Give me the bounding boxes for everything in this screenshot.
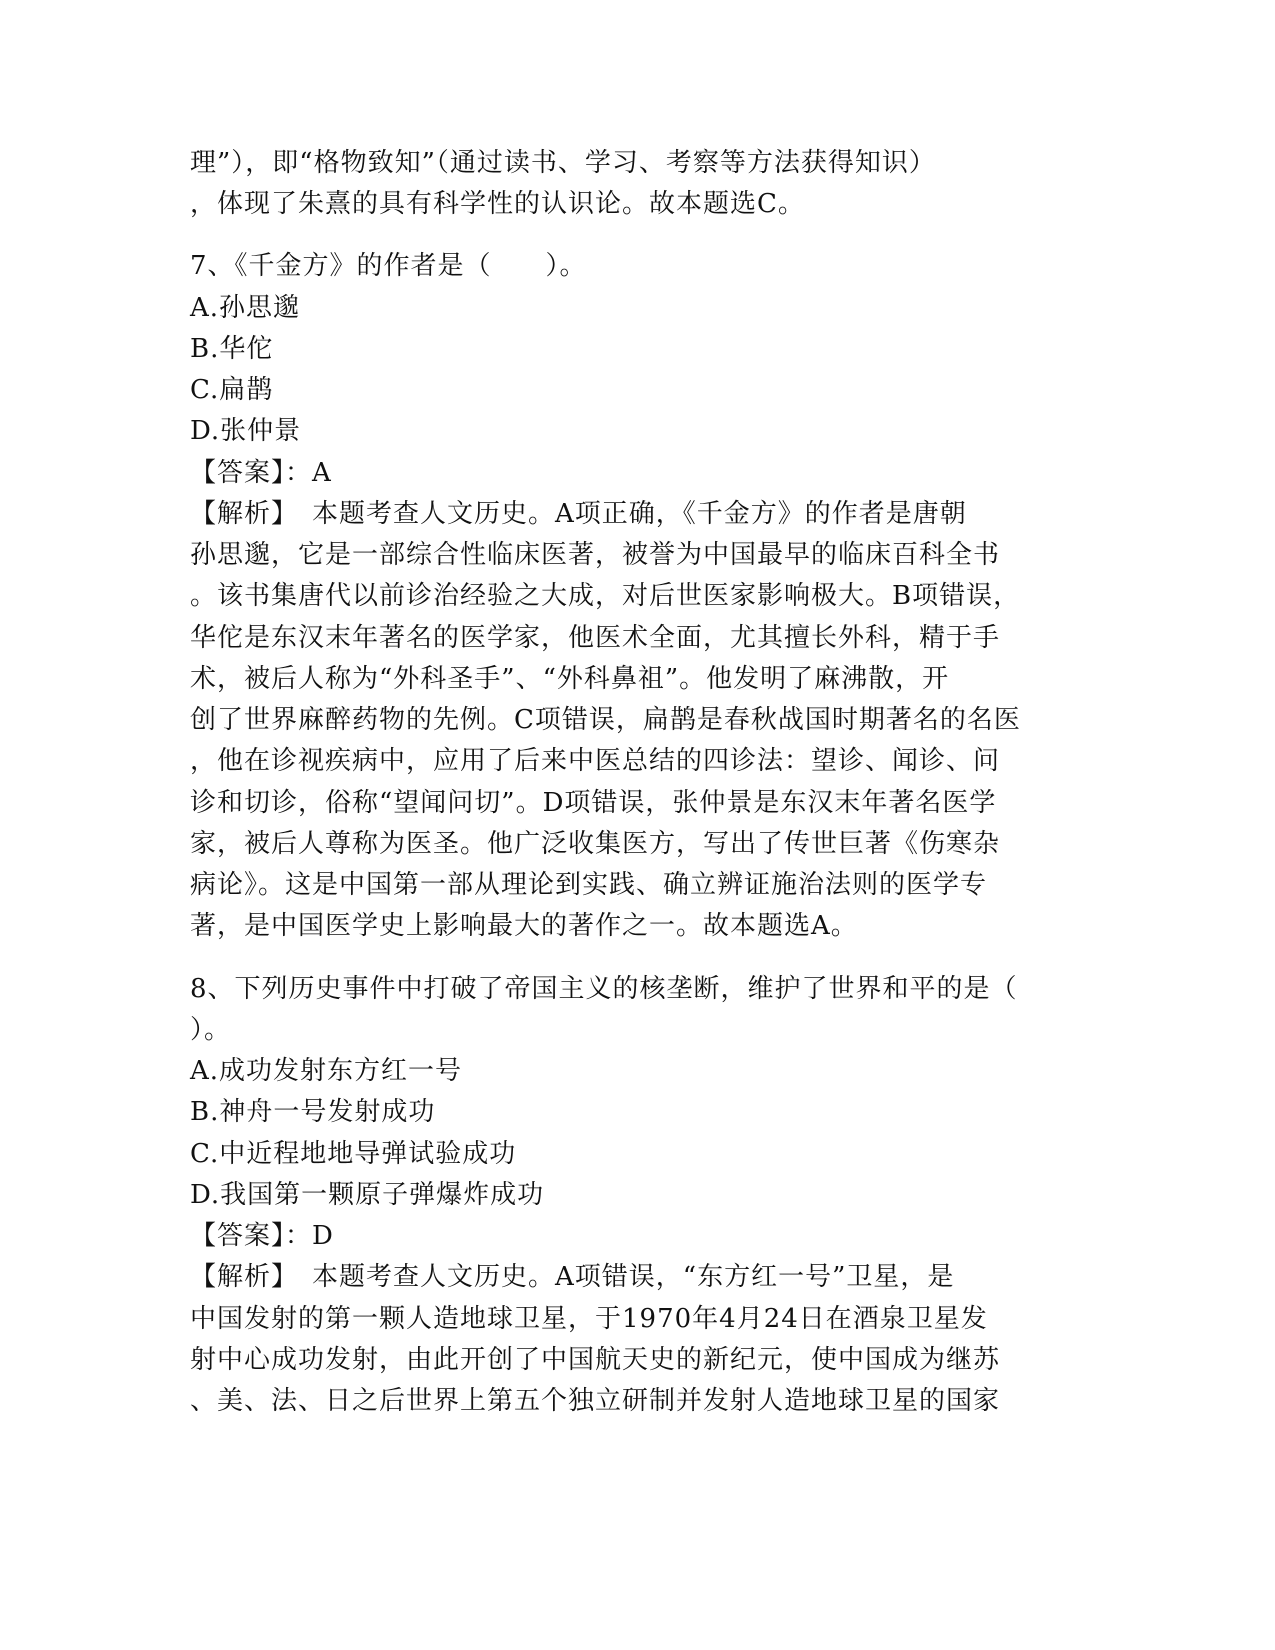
q7-analysis-line: 。该书集唐代以前诊治经验之大成，对后世医家影响极大。B项错误， (190, 581, 1021, 611)
q8-option-c: C.中近程地地导弹试验成功 (190, 1139, 517, 1169)
q7-analysis-line: 诊和切诊，俗称“望闻问切”。D项错误，张仲景是东汉末年著名医学 (190, 788, 997, 818)
question-8: 8、下列历史事件中打破了帝国主义的核垄断，维护了世界和平的是（ (190, 974, 1018, 1004)
q8-analysis-line: 射中心成功发射，由此开创了中国航天史的新纪元，使中国成为继苏 (190, 1345, 1001, 1375)
q7-analysis-line: 创了世界麻醉药物的先例。C项错误，扁鹊是春秋战国时期著名的名医 (190, 705, 1021, 735)
q7-answer: 【答案】：A (190, 458, 332, 488)
q7-analysis-line: 著，是中国医学史上影响最大的著作之一。故本题选A。 (190, 911, 858, 941)
q8-analysis-line: 中国发射的第一颗人造地球卫星，于1970年4月24日在酒泉卫星发 (190, 1304, 988, 1334)
q7-analysis-line: 华佗是东汉末年著名的医学家，他医术全面，尤其擅长外科，精于手 (190, 623, 1001, 653)
q7-analysis-line: 病论》。这是中国第一部从理论到实践、确立辨证施治法则的医学专 (190, 870, 988, 900)
q7-option-a: A.孙思邈 (190, 293, 301, 323)
q8-answer: 【答案】：D (190, 1221, 334, 1251)
question-8: ）。 (190, 1015, 232, 1045)
q8-analysis-line: 【解析】 本题考查人文历史。A项错误，“东方红一号”卫星，是 (190, 1262, 955, 1292)
intro-line: 理”），即“格物致知”（通过读书、学习、考察等方法获得知识） (190, 148, 936, 178)
intro-line: ，体现了朱熹的具有科学性的认识论。故本题选C。 (190, 189, 805, 219)
q7-analysis-line: 孙思邈，它是一部综合性临床医著，被誉为中国最早的临床百科全书 (190, 540, 1001, 570)
q7-analysis-line: 术，被后人称为“外科圣手”、“外科鼻祖”。他发明了麻沸散，开 (190, 664, 950, 694)
question-7: 7、《千金方》的作者是（ ）。 (190, 251, 587, 281)
q7-analysis-line: 家，被后人尊称为医圣。他广泛收集医方，写出了传世巨著《伤寒杂 (190, 829, 1001, 859)
q7-option-b: B.华佗 (190, 334, 274, 364)
q8-analysis-line: 、美、法、日之后世界上第五个独立研制并发射人造地球卫星的国家 (190, 1386, 1001, 1416)
q8-option-a: A.成功发射东方红一号 (190, 1056, 463, 1086)
q7-analysis-line: ，他在诊视疾病中，应用了后来中医总结的四诊法：望诊、闻诊、问 (190, 746, 1001, 776)
q7-analysis-line: 【解析】 本题考查人文历史。A项正确，《千金方》的作者是唐朝 (190, 499, 967, 529)
q8-option-d: D.我国第一颗原子弹爆炸成功 (190, 1180, 545, 1210)
q7-option-d: D.张仲景 (190, 416, 302, 446)
q8-option-b: B.神舟一号发射成功 (190, 1097, 436, 1127)
q7-option-c: C.扁鹊 (190, 375, 274, 405)
